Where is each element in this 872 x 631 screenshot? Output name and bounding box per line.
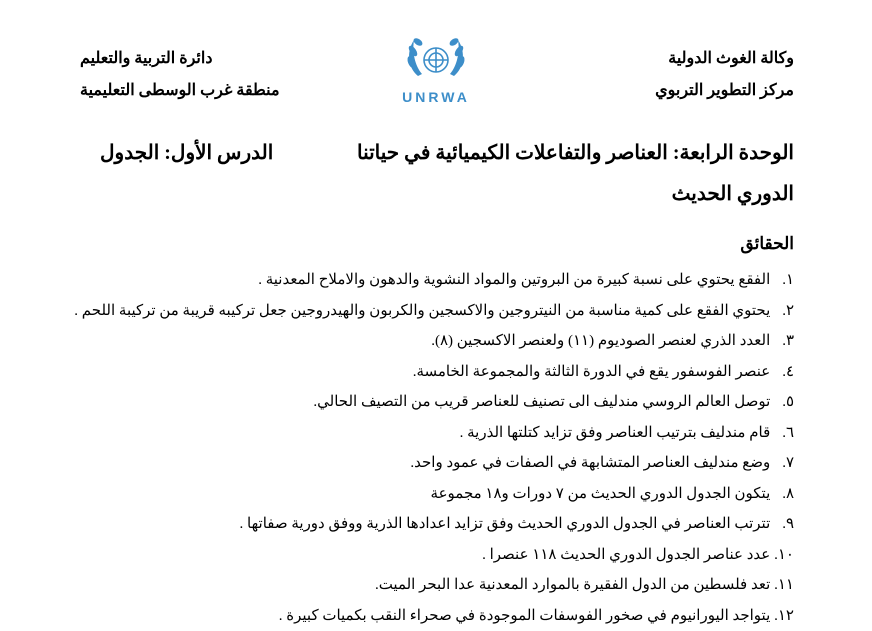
item-text: تعد فلسطين من الدول الفقيرة بالموارد المعدنية عدا البحر الميت.	[375, 577, 770, 593]
item-text: يتواجد اليورانيوم في صخور الفوسفات الموجودة في صحراء النقب بكميات كبيرة .	[279, 608, 771, 624]
item-number: ١١.	[774, 570, 794, 600]
list-item	[74, 601, 794, 631]
list-item	[74, 326, 794, 357]
item-text: عدد عناصر الجدول الدوري الحديث ١١٨ عنصرا .	[482, 547, 770, 563]
unit-title: الوحدة الرابعة: العناصر والتفاعلات الكيميائية في حياتنا	[357, 140, 794, 165]
center-name: مركز التطوير التربوي	[655, 80, 794, 100]
list-item	[74, 296, 794, 327]
list-item	[74, 540, 794, 571]
item-text: توصل العالم الروسي مندليف الى تصنيف للعناصر قريب من التصيف الحالي.	[313, 394, 770, 410]
unrwa-logo	[388, 32, 484, 106]
un-emblem-icon	[388, 32, 484, 90]
item-text: قام مندليف بترتيب العناصر وفق تزايد كتلتها الذرية .	[460, 425, 771, 441]
item-text: وضع مندليف العناصر المتشابهة في الصفات في عمود واحد.	[410, 455, 770, 471]
lesson-title: الدرس الأول: الجدول	[100, 140, 273, 165]
list-item	[74, 448, 794, 479]
list-item	[74, 509, 794, 540]
list-item	[74, 418, 794, 449]
region-name: منطقة غرب الوسطى التعليمية	[80, 80, 280, 100]
item-text: يتكون الجدول الدوري الحديث من ٧ دورات و١٨ مجموعة	[431, 486, 771, 502]
section-heading: الحقائق	[740, 234, 794, 254]
item-number: ٤.	[774, 357, 794, 387]
item-number: ٩.	[774, 509, 794, 539]
item-number: ٨.	[774, 479, 794, 509]
list-item	[74, 479, 794, 510]
list-item	[74, 570, 794, 601]
logo-text: UNRWA	[388, 89, 484, 105]
item-text: عنصر الفوسفور يقع في الدورة الثالثة والمجموعة الخامسة.	[413, 364, 771, 380]
facts-list	[74, 265, 794, 631]
item-number: ١.	[774, 265, 794, 295]
item-number: ١٢.	[774, 601, 794, 631]
item-number: ٢.	[774, 296, 794, 326]
item-text: العدد الذري لعنصر الصوديوم (١١) ولعنصر الاكسجين (٨).	[431, 333, 770, 349]
list-item	[74, 357, 794, 388]
item-number: ٧.	[774, 448, 794, 478]
list-item	[74, 387, 794, 418]
department-name: دائرة التربية والتعليم	[80, 48, 212, 68]
item-text: الفقع يحتوي على نسبة كبيرة من البروتين والمواد النشوية والدهون والاملاح المعدنية .	[258, 272, 770, 288]
item-number: ٦.	[774, 418, 794, 448]
item-text: تترتب العناصر في الجدول الدوري الحديث وفق تزايد اعدادها الذرية ووفق دورية صفاتها .	[240, 516, 771, 532]
item-number: ٥.	[774, 387, 794, 417]
item-text: يحتوي الفقع على كمية مناسبة من النيتروجين والاكسجين والكربون والهيدروجين جعل تركيبه قريبة من تركيبة اللحم .	[74, 303, 770, 319]
item-number: ١٠.	[774, 540, 794, 570]
agency-name: وكالة الغوث الدولية	[668, 48, 794, 68]
item-number: ٣.	[774, 326, 794, 356]
lesson-title-continued: الدوري الحديث	[672, 181, 794, 206]
list-item	[74, 265, 794, 296]
